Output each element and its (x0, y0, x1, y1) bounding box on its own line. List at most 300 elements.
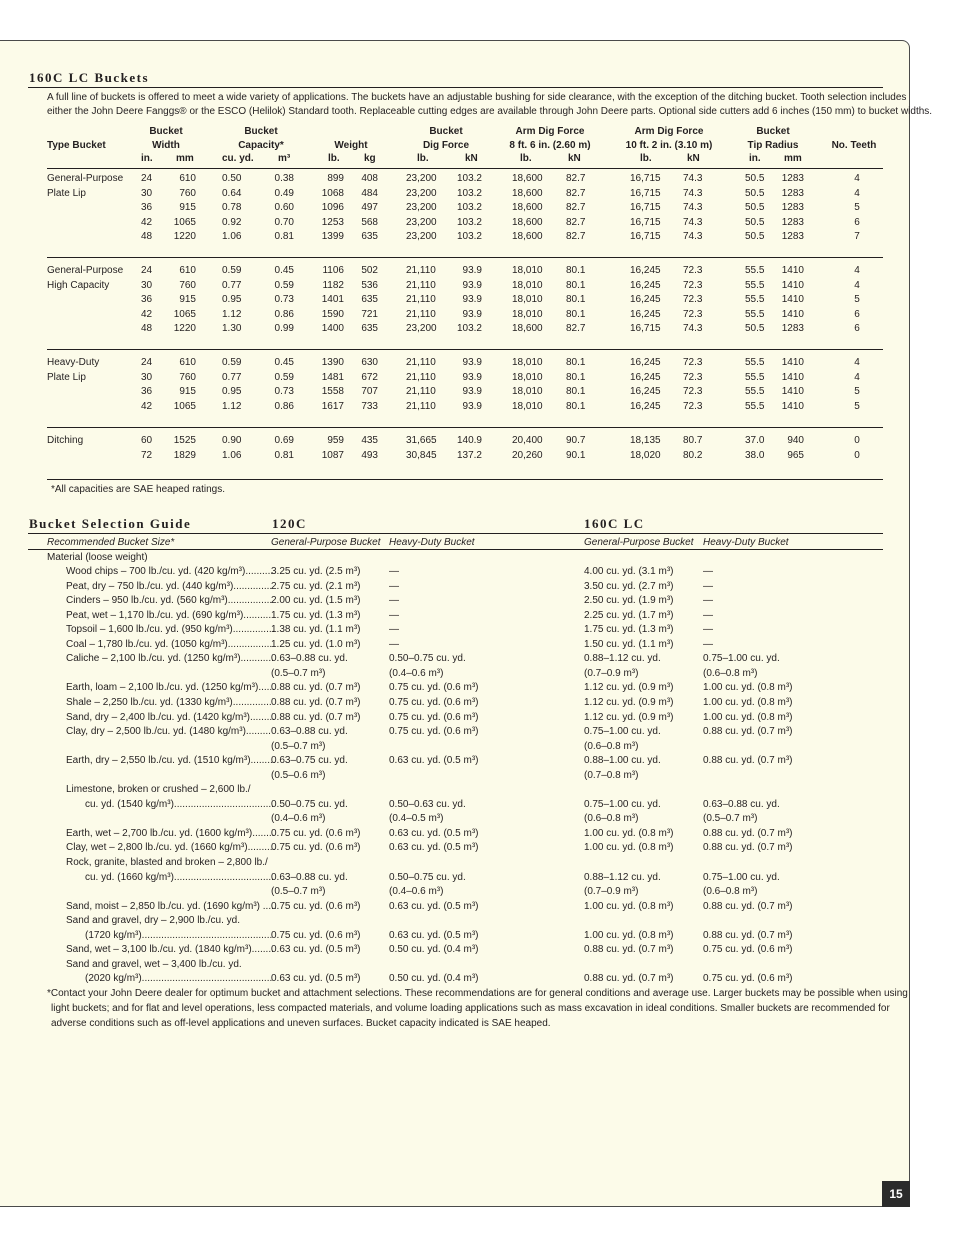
guide-160-gp-value: 0.88–1.00 cu. yd. (584, 755, 661, 767)
table-cell: 18,010 (512, 357, 543, 368)
guide-160-hd-value: (0.6–0.8 m³) (703, 886, 758, 898)
table-cell: 0.77 (222, 279, 242, 291)
table-cell: 18,010 (512, 279, 543, 291)
unit-label: in. (141, 153, 153, 164)
table-cell: 0.64 (222, 187, 242, 199)
guide-120-gp-value: (0.5–0.7 m³) (271, 740, 326, 752)
guide-160-hd-value: (0.6–0.8 m³) (703, 667, 758, 679)
guide-160-hd-value: 0.75–1.00 cu. yd. (703, 871, 780, 883)
table-cell: 50.5 (745, 216, 765, 228)
group-rule (47, 257, 883, 258)
guide-160-hd-value: — (703, 595, 713, 607)
table-cell: 1065 (173, 400, 196, 412)
table-cell: 1283 (781, 187, 804, 199)
table-cell: 74.3 (683, 231, 703, 243)
guide-120-hd-value: — (389, 580, 399, 592)
table-cell: 55.5 (745, 357, 765, 368)
table-cell: 0.45 (274, 357, 294, 368)
table-cell: 93.9 (462, 357, 482, 368)
table-cell: 103.2 (456, 323, 482, 335)
table-cell: 0.92 (222, 216, 242, 228)
guide-160-gp-value: 0.75–1.00 cu. yd. (584, 798, 661, 810)
guide-material: Sand, moist – 2,850 lb./cu. yd. (1690 kg/m³) ..... (66, 900, 277, 912)
table-cell: 80.1 (566, 357, 586, 368)
guide-120-gp-value: 0.75 cu. yd. (0.6 m³) (271, 929, 361, 941)
table-cell: 80.2 (683, 449, 703, 461)
bucket-type-name: Ditching (47, 435, 84, 446)
table-cell: 5 (854, 202, 860, 214)
guide-120-hd-value: 0.50–0.75 cu. yd. (389, 871, 466, 883)
table-cell: 82.7 (566, 216, 586, 228)
guide-120-hd-value: 0.50–0.63 cu. yd. (389, 798, 466, 810)
guide-material: Sand, wet – 3,100 lb./cu. yd. (1840 kg/m³)........ (66, 944, 274, 956)
guide-120-gp-header: General-Purpose Bucket (271, 537, 381, 548)
table-cell: 18,600 (512, 323, 543, 335)
table-cell: 0.86 (274, 308, 294, 320)
guide-120-gp-value: 0.88 cu. yd. (0.7 m³) (271, 711, 361, 723)
guide-160-gp-value: (0.6–0.8 m³) (584, 740, 639, 752)
guide-160-gp-value: 1.00 cu. yd. (0.8 m³) (584, 842, 674, 854)
guide-120-gp-value: 0.63 cu. yd. (0.5 m³) (271, 973, 361, 985)
table-cell: 23,200 (406, 202, 437, 214)
guide-material: (1720 kg/m³)............................................... (85, 929, 273, 941)
guide-120-hd-value: 0.63 cu. yd. (0.5 m³) (389, 929, 479, 941)
table-cell: 18,010 (512, 400, 543, 412)
table-cell: 50.5 (745, 187, 765, 199)
table-cell: 72 (141, 449, 153, 461)
table-cell: 21,110 (406, 265, 436, 276)
table-cell: 635 (361, 294, 378, 306)
table-cell: 4 (854, 357, 860, 368)
table-cell: 93.9 (462, 279, 482, 291)
table-cell: 80.1 (566, 294, 586, 306)
table-cell: 16,715 (630, 187, 661, 199)
table-cell: 1410 (781, 294, 804, 306)
guide-120-gp-value: 0.88 cu. yd. (0.7 m³) (271, 696, 361, 708)
guide-160-gp-value: (0.6–0.8 m³) (584, 813, 639, 825)
guide-120-gp-value: 0.88 cu. yd. (0.7 m³) (271, 682, 361, 694)
table-cell: 24 (141, 173, 153, 184)
table-cell: 72.3 (683, 400, 703, 412)
table-cell: 21,110 (406, 294, 436, 306)
table-cell: 18,010 (512, 371, 543, 383)
table-cell: 16,245 (630, 400, 661, 412)
table-cell: 72.3 (683, 265, 703, 276)
table-cell: 16,715 (630, 323, 661, 335)
table-cell: 1410 (781, 265, 804, 276)
guide-material: Sand and gravel, dry – 2,900 lb./cu. yd. (66, 915, 240, 927)
table-cell: 6 (854, 216, 860, 228)
table-cell: 1410 (781, 386, 804, 398)
table-cell: 1.06 (222, 231, 242, 243)
guide-120-gp-value: 1.75 cu. yd. (1.3 m³) (271, 609, 361, 621)
title-rule (28, 87, 883, 88)
table-cell: 18,600 (512, 187, 543, 199)
guide-120-gp-value: 1.38 cu. yd. (1.1 m³) (271, 624, 361, 636)
table-cell: 1182 (322, 279, 344, 291)
table-cell: 48 (141, 323, 153, 335)
table-cell: 707 (361, 386, 378, 398)
unit-label: in. (749, 153, 761, 164)
table-cell: 30,845 (406, 449, 437, 461)
guide-120-gp-value: 0.75 cu. yd. (0.6 m³) (271, 827, 361, 839)
unit-label: kN (568, 153, 581, 164)
table-cell: 493 (361, 449, 378, 461)
guide-160-hd-header: Heavy-Duty Bucket (703, 537, 789, 548)
bucket-type-name: High Capacity (47, 279, 110, 291)
table-cell: 103.2 (456, 231, 482, 243)
table-cell: 1410 (781, 400, 804, 412)
table-cell: 0.78 (222, 202, 242, 214)
table-cell: 23,200 (406, 173, 437, 184)
table-cell: 55.5 (745, 400, 765, 412)
table-cell: 1399 (321, 231, 344, 243)
table-cell: 1106 (322, 265, 344, 276)
buckets-footnote: *All capacities are SAE heaped ratings. (51, 484, 225, 495)
table-cell: 610 (179, 265, 196, 276)
table-cell: 140.9 (456, 435, 482, 446)
table-cell: 0.59 (222, 357, 242, 368)
table-cell: 24 (141, 265, 153, 276)
guide-160-gp-value: 0.75–1.00 cu. yd. (584, 726, 661, 738)
table-cell: 103.2 (456, 173, 482, 184)
guide-120-gp-value: 0.50–0.75 cu. yd. (271, 798, 348, 810)
table-cell: 1283 (781, 173, 804, 184)
table-cell: 0.59 (274, 371, 294, 383)
table-cell: 55.5 (745, 371, 765, 383)
guide-120-gp-value: 0.75 cu. yd. (0.6 m³) (271, 842, 361, 854)
guide-recommended-label: Recommended Bucket Size* (47, 537, 175, 548)
header-arm8: Arm Dig Force 8 ft. 6 in. (2.60 m) (509, 126, 591, 151)
guide-120-hd-value: — (389, 624, 399, 636)
header-capacity: Bucket Capacity* (238, 126, 284, 151)
header-rule (47, 168, 883, 169)
table-cell: 1283 (781, 323, 804, 335)
table-cell: 0.60 (274, 202, 294, 214)
bucket-type-name: Heavy-Duty (47, 357, 100, 368)
table-cell: 1087 (321, 449, 344, 461)
table-cell: 74.3 (683, 216, 703, 228)
table-cell: 93.9 (462, 400, 482, 412)
table-cell: 1283 (781, 216, 804, 228)
table-cell: 1401 (321, 294, 344, 306)
table-cell: 4 (854, 371, 860, 383)
table-cell: 1410 (781, 357, 804, 368)
table-cell: 1410 (781, 279, 804, 291)
guide-120-hd-value: 0.50 cu. yd. (0.4 m³) (389, 973, 479, 985)
guide-120-hd-value: — (389, 609, 399, 621)
table-cell: 0.73 (274, 386, 294, 398)
table-cell: 502 (361, 265, 378, 276)
table-cell: 7 (854, 231, 860, 243)
table-cell: 93.9 (462, 294, 482, 306)
guide-120-hd-value: 0.63 cu. yd. (0.5 m³) (389, 827, 479, 839)
guide-120-gp-value: 2.75 cu. yd. (2.1 m³) (271, 580, 361, 592)
header-width: Bucket Width (149, 126, 183, 151)
guide-160-gp-value: 1.00 cu. yd. (0.8 m³) (584, 929, 674, 941)
guide-rule (28, 533, 883, 534)
table-cell: 630 (361, 357, 378, 368)
table-cell: 0.45 (274, 265, 294, 276)
table-cell: 5 (854, 386, 860, 398)
table-cell: 21,110 (406, 400, 436, 412)
table-cell: 0.81 (274, 231, 294, 243)
guide-120-hd-value: 0.75 cu. yd. (0.6 m³) (389, 711, 479, 723)
table-cell: 672 (361, 371, 378, 383)
header-weight: Weight (334, 140, 368, 151)
table-cell: 90.1 (566, 449, 586, 461)
guide-material: Topsoil – 1,600 lb./cu. yd. (950 kg/m³)............... (66, 624, 275, 636)
guide-120-hd-value: 0.63 cu. yd. (0.5 m³) (389, 755, 479, 767)
table-cell: 80.7 (683, 435, 703, 446)
unit-label: cu. yd. (222, 153, 254, 164)
guide-material: cu. yd. (1660 kg/m³).................................... (85, 871, 274, 883)
guide-160-gp-value: 1.12 cu. yd. (0.9 m³) (584, 696, 674, 708)
guide-120-hd-value: 0.75 cu. yd. (0.6 m³) (389, 696, 479, 708)
guide-160-gp-value: 2.50 cu. yd. (1.9 m³) (584, 595, 674, 607)
guide-material: Earth, loam – 2,100 lb./cu. yd. (1250 kg/m³)...... (66, 682, 275, 694)
guide-120-gp-value: 0.63–0.88 cu. yd. (271, 871, 348, 883)
page-number: 15 (882, 1181, 910, 1207)
buckets-title: 160C LC Buckets (29, 70, 150, 85)
table-cell: 82.7 (566, 231, 586, 243)
guide-160-hd-value: 1.00 cu. yd. (0.8 m³) (703, 682, 793, 694)
guide-model-160c: 160C LC (584, 516, 645, 531)
guide-material: Sand, dry – 2,400 lb./cu. yd. (1420 kg/m³)......... (66, 711, 275, 723)
table-cell: 1558 (321, 386, 344, 398)
guide-160-gp-value: 2.25 cu. yd. (1.7 m³) (584, 609, 674, 621)
table-cell: 48 (141, 231, 153, 243)
table-cell: 0.86 (274, 400, 294, 412)
guide-120-hd-value: — (389, 638, 399, 650)
guide-120-gp-value: 0.63–0.75 cu. yd. (271, 755, 348, 767)
table-cell: 50.5 (745, 173, 765, 184)
table-cell: 4 (854, 173, 860, 184)
guide-120-gp-value: 0.63–0.88 cu. yd. (271, 726, 348, 738)
bucket-type-name: Plate Lip (47, 187, 86, 199)
table-cell: 72.3 (683, 357, 703, 368)
guide-160-hd-value: — (703, 638, 713, 650)
guide-header-rule (28, 549, 883, 550)
table-cell: 18,600 (512, 173, 543, 184)
table-cell: 16,715 (630, 173, 661, 184)
table-cell: 1590 (321, 308, 344, 320)
table-cell: 1.12 (222, 400, 242, 412)
unit-label: lb. (520, 153, 532, 164)
table-cell: 0.95 (222, 386, 242, 398)
table-cell: 23,200 (406, 323, 437, 335)
guide-160-hd-value: 1.00 cu. yd. (0.8 m³) (703, 711, 793, 723)
table-cell: 60 (141, 435, 153, 446)
table-cell: 80.1 (566, 386, 586, 398)
guide-160-hd-value: 0.75 cu. yd. (0.6 m³) (703, 973, 793, 985)
table-cell: 72.3 (683, 279, 703, 291)
guide-material: Peat, wet – 1,170 lb./cu. yd. (690 kg/m³).......... (66, 609, 272, 621)
guide-120-hd-value: 0.75 cu. yd. (0.6 m³) (389, 682, 479, 694)
guide-160-hd-value: — (703, 566, 713, 577)
table-cell: 37.0 (745, 435, 765, 446)
table-cell: 635 (361, 231, 378, 243)
table-cell: 55.5 (745, 386, 765, 398)
guide-model-120c: 120C (272, 516, 307, 531)
table-cell: 5 (854, 294, 860, 306)
unit-label: mm (784, 153, 802, 164)
table-cell: 18,010 (512, 265, 543, 276)
guide-120-gp-value: (0.5–0.6 m³) (271, 769, 326, 781)
table-cell: 103.2 (456, 202, 482, 214)
table-cell: 72.3 (683, 386, 703, 398)
guide-160-hd-value: — (703, 609, 713, 621)
unit-label: lb. (417, 153, 429, 164)
header-type: Type Bucket (47, 140, 106, 151)
table-cell: 0.69 (274, 435, 294, 446)
guide-120-gp-value: (0.5–0.7 m³) (271, 667, 326, 679)
table-cell: 16,715 (630, 216, 661, 228)
guide-160-hd-value: 0.88 cu. yd. (0.7 m³) (703, 929, 793, 941)
table-cell: 1390 (321, 357, 344, 368)
bucket-type-name: General-Purpose (47, 265, 124, 276)
table-cell: 408 (361, 173, 378, 184)
table-cell: 0.38 (274, 173, 294, 184)
table-cell: 635 (361, 323, 378, 335)
guide-material: (2020 kg/m³)............................................... (85, 973, 273, 985)
guide-material: Clay, wet – 2,800 lb./cu. yd. (1660 kg/m³).......... (66, 842, 276, 854)
table-cell: 21,110 (406, 279, 436, 291)
table-cell: 16,245 (630, 265, 661, 276)
table-cell: 36 (141, 202, 153, 214)
table-cell: 72.3 (683, 371, 703, 383)
table-cell: 72.3 (683, 294, 703, 306)
unit-label: kN (465, 153, 478, 164)
table-cell: 1525 (173, 435, 196, 446)
guide-160-gp-value: 3.50 cu. yd. (2.7 m³) (584, 580, 674, 592)
table-cell: 0.73 (274, 294, 294, 306)
table-cell: 915 (179, 294, 196, 306)
table-cell: 18,020 (630, 449, 661, 461)
table-cell: 16,245 (630, 294, 661, 306)
table-cell: 1481 (321, 371, 344, 383)
table-cell: 1829 (173, 449, 196, 461)
table-cell: 74.3 (683, 202, 703, 214)
guide-material: Earth, dry – 2,550 lb./cu. yd. (1510 kg/m³)......... (66, 755, 276, 767)
guide-160-gp-header: General-Purpose Bucket (584, 537, 694, 548)
guide-120-hd-value: — (389, 595, 399, 607)
bucket-type-name: Plate Lip (47, 371, 86, 383)
guide-material: cu. yd. (1540 kg/m³).................................... (85, 798, 274, 810)
table-cell: 20,260 (512, 449, 543, 461)
table-cell: 497 (361, 202, 378, 214)
guide-material: Earth, wet – 2,700 lb./cu. yd. (1600 kg/m³)........ (66, 827, 275, 839)
table-cell: 1220 (173, 323, 196, 335)
table-cell: 0 (854, 449, 860, 461)
table-cell: 80.1 (566, 400, 586, 412)
table-cell: 760 (179, 371, 196, 383)
table-cell: 0.81 (274, 449, 294, 461)
guide-material: Caliche – 2,100 lb./cu. yd. (1250 kg/m³)............ (66, 653, 274, 665)
table-cell: 55.5 (745, 265, 765, 276)
table-cell: 16,245 (630, 371, 661, 383)
table-cell: 5 (854, 400, 860, 412)
table-cell: 0.99 (274, 323, 294, 335)
table-cell: 72.3 (683, 308, 703, 320)
header-arm10: Arm Dig Force 10 ft. 2 in. (3.10 m) (625, 126, 713, 151)
table-cell: 50.5 (745, 231, 765, 243)
guide-160-gp-value: (0.7–0.9 m³) (584, 886, 639, 898)
table-cell: 0.90 (222, 435, 242, 446)
guide-120-hd-value: 0.50 cu. yd. (0.4 m³) (389, 944, 479, 956)
table-cell: 16,245 (630, 308, 661, 320)
guide-120-gp-value: (0.5–0.7 m³) (271, 886, 326, 898)
table-cell: 16,715 (630, 231, 661, 243)
guide-160-hd-value: 0.63–0.88 cu. yd. (703, 798, 780, 810)
table-cell: 103.2 (456, 216, 482, 228)
table-cell: 103.2 (456, 187, 482, 199)
guide-120-gp-value: 0.75 cu. yd. (0.6 m³) (271, 900, 361, 912)
guide-120-hd-value: (0.4–0.5 m³) (389, 813, 444, 825)
buckets-intro-line1: A full line of buckets is offered to meet a wide variety of applications. The buckets have an adjustable bushing for side clearance, with the exception of the ditching bucket. Tooth selection includes (47, 92, 907, 103)
guide-160-gp-value: 1.75 cu. yd. (1.3 m³) (584, 624, 674, 636)
table-cell: 21,110 (406, 386, 436, 398)
bucket-type-name: General-Purpose (47, 173, 124, 184)
table-cell: 21,110 (406, 357, 436, 368)
table-cell: 23,200 (406, 216, 437, 228)
guide-material: Rock, granite, blasted and broken – 2,800 lb./ (66, 857, 268, 868)
table-cell: 1.12 (222, 308, 242, 320)
table-cell: 940 (787, 435, 804, 446)
table-cell: 760 (179, 187, 196, 199)
table-cell: 21,110 (406, 308, 436, 320)
table-cell: 42 (141, 216, 153, 228)
unit-label: mm (176, 153, 194, 164)
guide-material: Limestone, broken or crushed – 2,600 lb./ (66, 784, 251, 796)
unit-label: kN (687, 153, 700, 164)
table-cell: 0.77 (222, 371, 242, 383)
table-cell: 50.5 (745, 202, 765, 214)
guide-160-gp-value: 1.50 cu. yd. (1.1 m³) (584, 638, 674, 650)
table-cell: 93.9 (462, 386, 482, 398)
table-cell: 536 (361, 279, 378, 291)
table-cell: 610 (179, 173, 196, 184)
table-cell: 915 (179, 202, 196, 214)
table-cell: 74.3 (683, 173, 703, 184)
guide-material: Clay, dry – 2,500 lb./cu. yd. (1480 kg/m³)......... (66, 726, 271, 738)
table-cell: 1283 (781, 202, 804, 214)
table-cell: 36 (141, 294, 153, 306)
table-cell: 0.70 (274, 216, 294, 228)
guide-160-gp-value: 0.88–1.12 cu. yd. (584, 653, 661, 665)
table-cell: 82.7 (566, 202, 586, 214)
table-cell: 0.59 (274, 279, 294, 291)
table-cell: 721 (361, 308, 378, 320)
table-cell: 1065 (173, 308, 196, 320)
guide-160-gp-value: (0.7–0.9 m³) (584, 667, 639, 679)
table-cell: 18,135 (630, 435, 661, 446)
table-cell: 74.3 (683, 323, 703, 335)
header-teeth: No. Teeth (831, 140, 877, 151)
table-cell: 24 (141, 357, 153, 368)
table-cell: 23,200 (406, 231, 437, 243)
table-cell: 4 (854, 279, 860, 291)
guide-title: Bucket Selection Guide (29, 516, 192, 531)
table-cell: 899 (327, 173, 344, 184)
table-cell: 18,010 (512, 386, 543, 398)
table-cell: 435 (361, 435, 378, 446)
table-cell: 74.3 (683, 187, 703, 199)
table-cell: 4 (854, 265, 860, 276)
table-cell: 1065 (173, 216, 196, 228)
guide-160-gp-value: 1.00 cu. yd. (0.8 m³) (584, 900, 674, 912)
guide-material: Coal – 1,780 lb./cu. yd. (1050 kg/m³)................ (66, 638, 273, 650)
